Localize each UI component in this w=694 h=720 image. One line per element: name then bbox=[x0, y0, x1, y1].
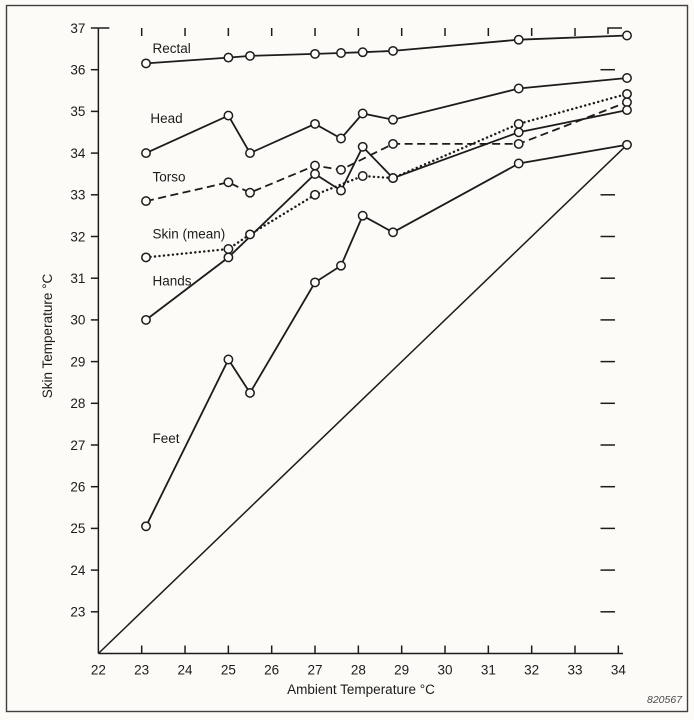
torso-marker bbox=[224, 178, 232, 186]
feet-marker bbox=[389, 228, 397, 236]
rectal-marker bbox=[515, 36, 523, 44]
rectal-marker bbox=[623, 31, 631, 39]
torso-marker bbox=[311, 161, 319, 169]
skin-mean-marker bbox=[359, 172, 367, 180]
head-marker bbox=[337, 134, 345, 142]
x-tick-label: 31 bbox=[480, 662, 496, 678]
y-tick-label: 24 bbox=[70, 562, 86, 578]
y-tick-label: 23 bbox=[70, 604, 86, 620]
torso-marker bbox=[623, 98, 631, 106]
torso-marker bbox=[337, 166, 345, 174]
hands-marker bbox=[623, 106, 631, 114]
y-tick-label: 33 bbox=[70, 187, 86, 203]
x-tick-label: 24 bbox=[177, 662, 193, 678]
feet-marker bbox=[623, 141, 631, 149]
rectal-marker bbox=[389, 47, 397, 55]
x-tick-label: 23 bbox=[134, 662, 150, 678]
feet-marker bbox=[515, 159, 523, 167]
skin-mean-marker bbox=[515, 120, 523, 128]
torso-marker bbox=[389, 140, 397, 148]
x-tick-label: 30 bbox=[437, 662, 453, 678]
skin-mean-label: Skin (mean) bbox=[152, 226, 226, 242]
head-marker bbox=[623, 74, 631, 82]
hands-marker bbox=[515, 128, 523, 136]
x-tick-label: 22 bbox=[90, 662, 106, 678]
feet-marker bbox=[311, 278, 319, 286]
skin-mean-marker bbox=[142, 253, 150, 261]
rectal-marker bbox=[311, 50, 319, 58]
hands-marker bbox=[337, 186, 345, 194]
y-tick-label: 35 bbox=[70, 104, 86, 120]
skin-mean-marker bbox=[311, 191, 319, 199]
x-tick-label: 27 bbox=[307, 662, 323, 678]
head-marker bbox=[389, 116, 397, 124]
y-tick-label: 34 bbox=[70, 145, 86, 161]
x-tick-label: 28 bbox=[350, 662, 366, 678]
hands-marker bbox=[389, 174, 397, 182]
torso-marker bbox=[142, 197, 150, 205]
x-tick-label: 32 bbox=[524, 662, 540, 678]
head-marker bbox=[359, 109, 367, 117]
y-tick-label: 36 bbox=[70, 62, 86, 78]
hands-marker bbox=[142, 316, 150, 324]
y-tick-label: 25 bbox=[70, 521, 86, 537]
rectal-marker bbox=[224, 53, 232, 61]
x-tick-label: 34 bbox=[610, 662, 626, 678]
y-tick-label: 30 bbox=[70, 312, 86, 328]
y-tick-label: 32 bbox=[70, 229, 86, 245]
figure-number: 820567 bbox=[647, 694, 683, 706]
feet-marker bbox=[359, 212, 367, 220]
hands-marker bbox=[359, 143, 367, 151]
torso-marker bbox=[246, 189, 254, 197]
head-marker bbox=[142, 149, 150, 157]
feet-marker bbox=[142, 522, 150, 530]
feet-marker bbox=[224, 355, 232, 363]
head-marker bbox=[515, 84, 523, 92]
y-tick-label: 26 bbox=[70, 479, 86, 495]
rectal-marker bbox=[246, 52, 254, 60]
rectal-marker bbox=[142, 59, 150, 67]
y-tick-label: 37 bbox=[70, 20, 86, 36]
torso-label: Torso bbox=[152, 169, 186, 185]
hands-marker bbox=[311, 170, 319, 178]
feet-marker bbox=[246, 389, 254, 397]
skin-mean-marker bbox=[224, 245, 232, 253]
hands-label: Hands bbox=[152, 273, 192, 289]
x-axis-title: Ambient Temperature °C bbox=[287, 682, 435, 697]
feet-label: Feet bbox=[152, 430, 180, 446]
x-tick-label: 26 bbox=[264, 662, 280, 678]
y-tick-label: 27 bbox=[70, 437, 86, 453]
y-axis-title: Skin Temperature °C bbox=[40, 273, 55, 399]
x-tick-label: 33 bbox=[567, 662, 583, 678]
y-tick-label: 29 bbox=[70, 354, 86, 370]
y-tick-label: 31 bbox=[70, 271, 86, 286]
skin-mean-marker bbox=[623, 90, 631, 98]
rectal-label: Rectal bbox=[152, 41, 191, 57]
feet-marker bbox=[337, 262, 345, 270]
rectal-marker bbox=[359, 48, 367, 56]
y-tick-label: 28 bbox=[70, 396, 86, 412]
skin-mean-marker bbox=[246, 230, 254, 238]
head-marker bbox=[246, 149, 254, 157]
head-marker bbox=[311, 120, 319, 128]
x-tick-label: 29 bbox=[394, 662, 410, 678]
rectal-marker bbox=[337, 49, 345, 57]
x-tick-label: 25 bbox=[220, 662, 236, 678]
hands-marker bbox=[224, 253, 232, 261]
head-marker bbox=[224, 111, 232, 119]
torso-marker bbox=[515, 140, 523, 148]
head-label: Head bbox=[150, 111, 183, 127]
